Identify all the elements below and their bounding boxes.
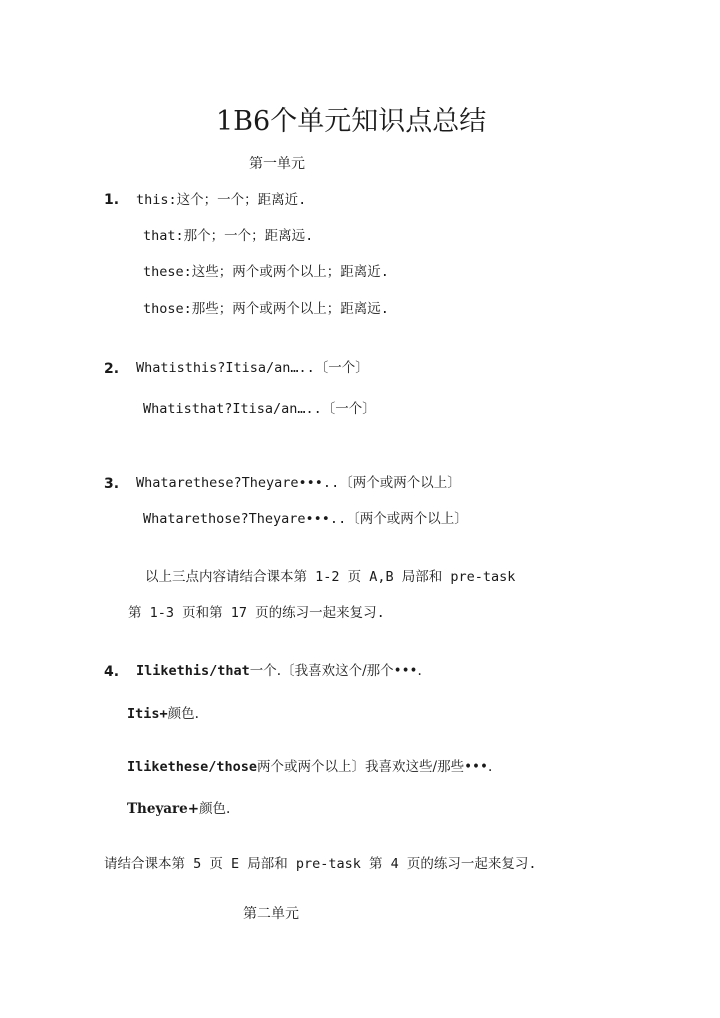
unit2-heading: 第二单元 bbox=[243, 906, 299, 922]
item4-line-1-phrase: Ilikethis/that bbox=[136, 663, 250, 679]
page-title: 1B6个单元知识点总结 bbox=[216, 106, 487, 137]
item1-line-this: this:这个；一个；距离近. bbox=[136, 192, 307, 208]
item4-line-2-phrase: Itis+ bbox=[127, 706, 168, 722]
item4-line-4-phrase: Theyare+ bbox=[127, 801, 200, 817]
note-line-1: 以上三点内容请结合课本第 1-2 页 A,B 局部和 pre-task bbox=[145, 569, 516, 585]
item2-line-this: Whatisthis?Itisa/an…..〔一个〕 bbox=[136, 360, 369, 376]
note-line-2: 第 1-3 页和第 17 页的练习一起来复习. bbox=[128, 605, 385, 621]
item4-line-1-meaning: 一个.〔我喜欢这个/那个•••. bbox=[249, 663, 422, 679]
item4-line-4-meaning: 颜色. bbox=[199, 801, 231, 817]
item3-line-those: Whatarethose?Theyare•••..〔两个或两个以上〕 bbox=[143, 511, 468, 527]
item2-line-that: Whatisthat?Itisa/an…..〔一个〕 bbox=[143, 401, 376, 417]
item1-line-those: those:那些；两个或两个以上；距离远. bbox=[143, 301, 389, 317]
item4-line-4 bbox=[127, 803, 230, 817]
item1-number: 1. bbox=[104, 192, 120, 208]
item2-number: 2. bbox=[104, 361, 120, 377]
item4-line-3-meaning: 两个或两个以上〕我喜欢这些/那些•••. bbox=[257, 759, 493, 775]
item3-number: 3. bbox=[104, 476, 120, 492]
item4-line-1 bbox=[136, 665, 422, 679]
item1-line-that: that:那个；一个；距离远. bbox=[143, 228, 314, 244]
item4-line-3 bbox=[127, 761, 492, 775]
item4-number: 4. bbox=[104, 664, 120, 680]
item4-line-2 bbox=[127, 708, 199, 722]
review-instruction: 请结合课本第 5 页 E 局部和 pre-task 第 4 页的练习一起来复习. bbox=[104, 856, 537, 872]
unit1-heading: 第一单元 bbox=[249, 156, 305, 172]
item3-line-these: Whatarethese?Theyare•••..〔两个或两个以上〕 bbox=[136, 475, 461, 491]
item4-line-3-phrase: Ilikethese/those bbox=[127, 759, 258, 775]
item1-line-these: these:这些；两个或两个以上；距离近. bbox=[143, 264, 389, 280]
item4-line-2-meaning: 颜色. bbox=[167, 706, 199, 722]
